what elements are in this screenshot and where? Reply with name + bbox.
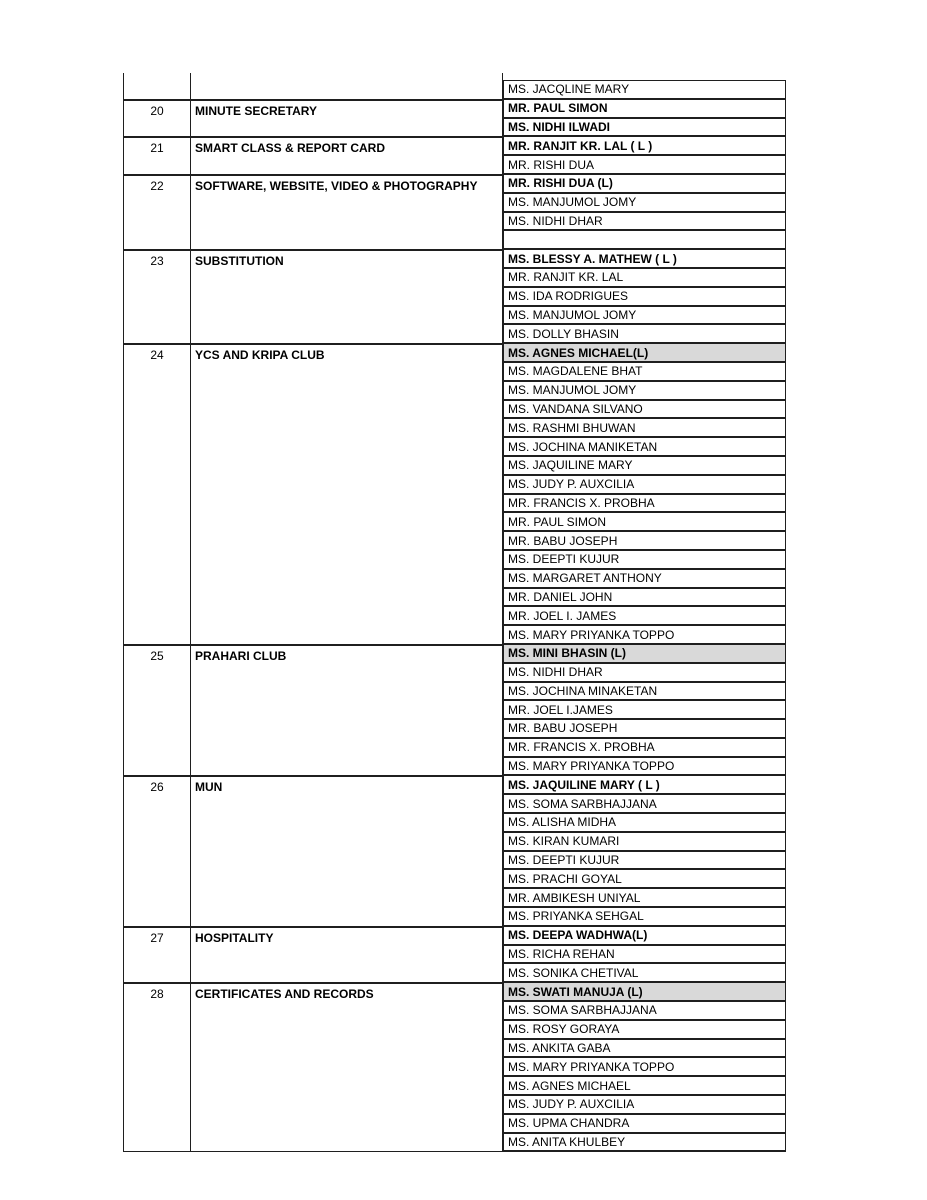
member-name-cell: MS. ROSY GORAYA [503,1020,786,1039]
committee-number: 27 [123,926,191,982]
committee-section [123,249,786,343]
committee-number: 24 [123,343,191,644]
committee-name: MINUTE SECRETARY [191,99,503,137]
committee-name: PRAHARI CLUB [191,644,503,776]
member-name-cell: MR. RISHI DUA [503,155,786,174]
committee-name: YCS AND KRIPA CLUB [191,343,503,644]
member-name-cell: MS. SOMA SARBHAJJANA [503,794,786,813]
committee-roster-table [123,73,786,1152]
member-name-cell: MR. PAUL SIMON [503,99,786,118]
member-list [503,73,786,99]
member-name-cell: MS. MARY PRIYANKA TOPPO [503,757,786,776]
member-list [503,136,786,174]
member-name-cell: MS. KIRAN KUMARI [503,832,786,851]
member-name-cell: MR. RANJIT KR. LAL [503,268,786,287]
member-name-cell: MR. JOEL I. JAMES [503,606,786,625]
committee-name: MUN [191,775,503,925]
member-name-cell: MR. BABU JOSEPH [503,719,786,738]
member-name-cell: MS. JAQUILINE MARY ( L ) [503,775,786,794]
member-list [503,343,786,644]
member-name-cell: MS. RICHA REHAN [503,945,786,964]
committee-section [123,775,786,925]
member-name-cell: MS. MAGDALENE BHAT [503,362,786,381]
member-list [503,174,786,249]
committee-number: 28 [123,982,191,1151]
member-name-cell: MS. ALISHA MIDHA [503,813,786,832]
member-name-cell: MS. MARY PRIYANKA TOPPO [503,1057,786,1076]
member-name-cell: MS. JACQLINE MARY [503,80,786,99]
member-name-cell: MR. BABU JOSEPH [503,531,786,550]
committee-name: HOSPITALITY [191,926,503,982]
member-name-cell: MS. JUDY P. AUXCILIA [503,475,786,494]
committee-name: SUBSTITUTION [191,249,503,343]
member-name-cell: MS. MINI BHASIN (L) [503,644,786,663]
committee-number: 22 [123,174,191,249]
member-name-cell: MR. JOEL I.JAMES [503,700,786,719]
member-list [503,982,786,1151]
member-name-cell: MS. PRACHI GOYAL [503,869,786,888]
member-name-cell: MS. JUDY P. AUXCILIA [503,1095,786,1114]
member-name-cell: MS. JAQUILINE MARY [503,456,786,475]
member-name-cell: MS. BLESSY A. MATHEW ( L ) [503,249,786,268]
committee-number: 23 [123,249,191,343]
member-name-cell: MS. MANJUMOL JOMY [503,193,786,212]
committee-number: 21 [123,136,191,174]
member-name-cell: MR. PAUL SIMON [503,512,786,531]
member-name-cell: MS. NIDHI DHAR [503,212,786,231]
member-name-cell: MS. DEEPTI KUJUR [503,550,786,569]
committee-number: 25 [123,644,191,776]
committee-name [191,73,503,99]
member-name-cell: MR. DANIEL JOHN [503,588,786,607]
member-list [503,99,786,137]
member-name-cell: MS. AGNES MICHAEL [503,1076,786,1095]
committee-number: 26 [123,775,191,925]
committee-section [123,136,786,174]
member-list [503,775,786,925]
member-name-cell: MS. NIDHI DHAR [503,663,786,682]
member-name-cell: MS. NIDHI ILWADI [503,118,786,137]
member-list [503,926,786,982]
committee-section [123,73,786,99]
member-name-cell: MR. RISHI DUA (L) [503,174,786,193]
member-name-cell [503,230,786,249]
member-name-cell: MS. PRIYANKA SEHGAL [503,907,786,926]
member-name-cell: MS. DOLLY BHASIN [503,324,786,343]
member-name-cell: MS. JOCHINA MANIKETAN [503,437,786,456]
committee-section [123,99,786,137]
member-name-cell: MS. MARY PRIYANKA TOPPO [503,625,786,644]
member-name-cell: MS. ANITA KHULBEY [503,1133,786,1152]
member-name-cell: MS. MANJUMOL JOMY [503,381,786,400]
member-list [503,644,786,776]
member-name-cell: MS. DEEPA WADHWA(L) [503,926,786,945]
member-name-cell: MS. AGNES MICHAEL(L) [503,343,786,362]
committee-name: CERTIFICATES AND RECORDS [191,982,503,1151]
committee-section [123,926,786,982]
member-name-cell: MR. RANJIT KR. LAL ( L ) [503,136,786,155]
committee-name: SMART CLASS & REPORT CARD [191,136,503,174]
member-name-cell: MS. MARGARET ANTHONY [503,569,786,588]
member-list [503,249,786,343]
committee-number [123,73,191,99]
member-name-cell: MS. VANDANA SILVANO [503,400,786,419]
member-name-cell: MR. FRANCIS X. PROBHA [503,494,786,513]
member-name-cell: MS. RASHMI BHUWAN [503,418,786,437]
member-name-cell: MS. SONIKA CHETIVAL [503,963,786,982]
member-name-cell: MS. MANJUMOL JOMY [503,306,786,325]
committee-section [123,174,786,249]
committee-number: 20 [123,99,191,137]
committee-name: SOFTWARE, WEBSITE, VIDEO & PHOTOGRAPHY [191,174,503,249]
member-name-cell: MR. AMBIKESH UNIYAL [503,888,786,907]
committee-section [123,982,786,1151]
member-name-cell: MS. UPMA CHANDRA [503,1114,786,1133]
member-name-cell: MS. IDA RODRIGUES [503,287,786,306]
member-name-cell: MS. SOMA SARBHAJJANA [503,1001,786,1020]
member-name-cell: MS. SWATI MANUJA (L) [503,982,786,1001]
member-name-cell: MS. ANKITA GABA [503,1039,786,1058]
member-name-cell: MS. DEEPTI KUJUR [503,851,786,870]
committee-section [123,343,786,644]
committee-section [123,644,786,776]
member-name-cell: MR. FRANCIS X. PROBHA [503,738,786,757]
member-name-cell: MS. JOCHINA MINAKETAN [503,682,786,701]
